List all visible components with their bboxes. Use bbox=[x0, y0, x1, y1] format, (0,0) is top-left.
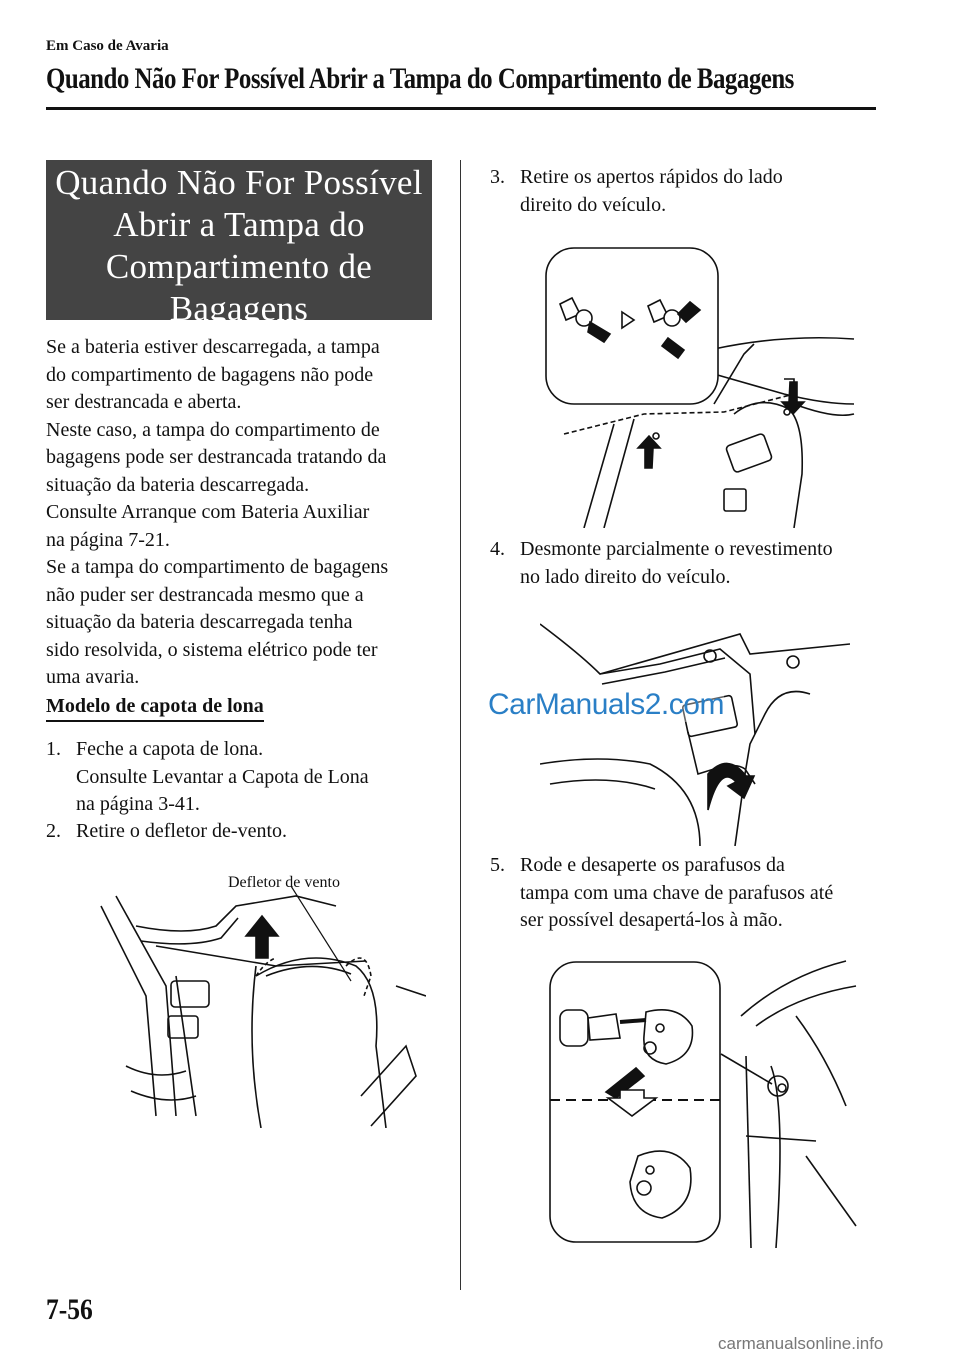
intro-line: na página 7-21. bbox=[46, 528, 170, 551]
section-title-line: Bagagens bbox=[169, 289, 309, 328]
step-line: no lado direito do veículo. bbox=[520, 565, 731, 588]
intro-paragraph bbox=[46, 334, 446, 692]
step-line: Rode e desaperte os parafusos da bbox=[520, 854, 785, 876]
step-line: tampa com uma chave de parafusos até bbox=[520, 881, 834, 904]
intro-line: situação da bateria descarregada. bbox=[46, 473, 310, 496]
figure-retainer-clips bbox=[544, 244, 856, 528]
step-5 bbox=[490, 852, 890, 935]
step-number: 2. bbox=[46, 820, 61, 842]
intro-line: Se a tampa do compartimento de bagagens bbox=[46, 556, 389, 578]
intro-line: Se a bateria estiver descarregada, a tampa bbox=[46, 336, 380, 358]
intro-line: bagagens pode ser destrancada tratando da bbox=[46, 446, 387, 468]
intro-line: do compartimento de bagagens não pode bbox=[46, 363, 374, 386]
figure-side-trim bbox=[540, 614, 850, 846]
step-number: 3. bbox=[490, 166, 505, 188]
column-divider bbox=[460, 160, 461, 1290]
watermark: CarManuals2.com bbox=[488, 688, 724, 721]
step-line: direito do veículo. bbox=[520, 193, 667, 216]
section-label: Em Caso de Avaria bbox=[46, 38, 169, 54]
step-number: 4. bbox=[490, 538, 505, 560]
page-title: Quando Não For Possível Abrir a Tampa do Compartimento de Bagagens bbox=[46, 62, 794, 95]
step-number: 5. bbox=[490, 854, 505, 876]
step-line: na página 3-41. bbox=[76, 793, 200, 815]
figure-cover-screws bbox=[546, 956, 858, 1248]
step-line: Consulte Levantar a Capota de Lona bbox=[76, 765, 369, 788]
step-2 bbox=[46, 818, 446, 846]
header-rule bbox=[46, 107, 876, 110]
footer-url[interactable]: carmanualsonline.info bbox=[718, 1334, 884, 1353]
intro-line: uma avaria. bbox=[46, 666, 140, 688]
section-title-line: Abrir a Tampa do bbox=[113, 205, 365, 244]
figure-caption: Defletor de vento bbox=[228, 874, 340, 891]
step-line: Desmonte parcialmente o revestimento bbox=[520, 538, 833, 560]
intro-line: situação da bateria descarregada tenha bbox=[46, 611, 353, 633]
subheading: Modelo de capota de lona bbox=[46, 695, 264, 722]
figure-wind-deflector bbox=[96, 866, 426, 1128]
step-line: Retire o defletor de-vento. bbox=[76, 820, 288, 842]
section-title-line: Compartimento de bbox=[105, 247, 373, 286]
step-3 bbox=[490, 164, 890, 219]
step-line: ser possível desapertá-los à mão. bbox=[520, 909, 783, 931]
step-1 bbox=[46, 736, 446, 819]
step-line: Retire os apertos rápidos do lado bbox=[520, 166, 783, 188]
page-number: 7-56 bbox=[46, 1293, 93, 1326]
step-4 bbox=[490, 536, 890, 591]
intro-line: Neste caso, a tampa do compartimento de bbox=[46, 418, 380, 441]
intro-line: Consulte Arranque com Bateria Auxiliar bbox=[46, 501, 370, 523]
step-line: Feche a capota de lona. bbox=[76, 738, 264, 760]
section-title-box bbox=[46, 160, 432, 328]
step-number: 1. bbox=[46, 738, 61, 760]
intro-line: sido resolvida, o sistema elétrico pode ter bbox=[46, 638, 378, 661]
intro-line: não puder ser destrancada mesmo que a bbox=[46, 583, 364, 606]
intro-line: ser destrancada e aberta. bbox=[46, 391, 242, 413]
section-title-line: Quando Não For Possível bbox=[55, 163, 423, 202]
